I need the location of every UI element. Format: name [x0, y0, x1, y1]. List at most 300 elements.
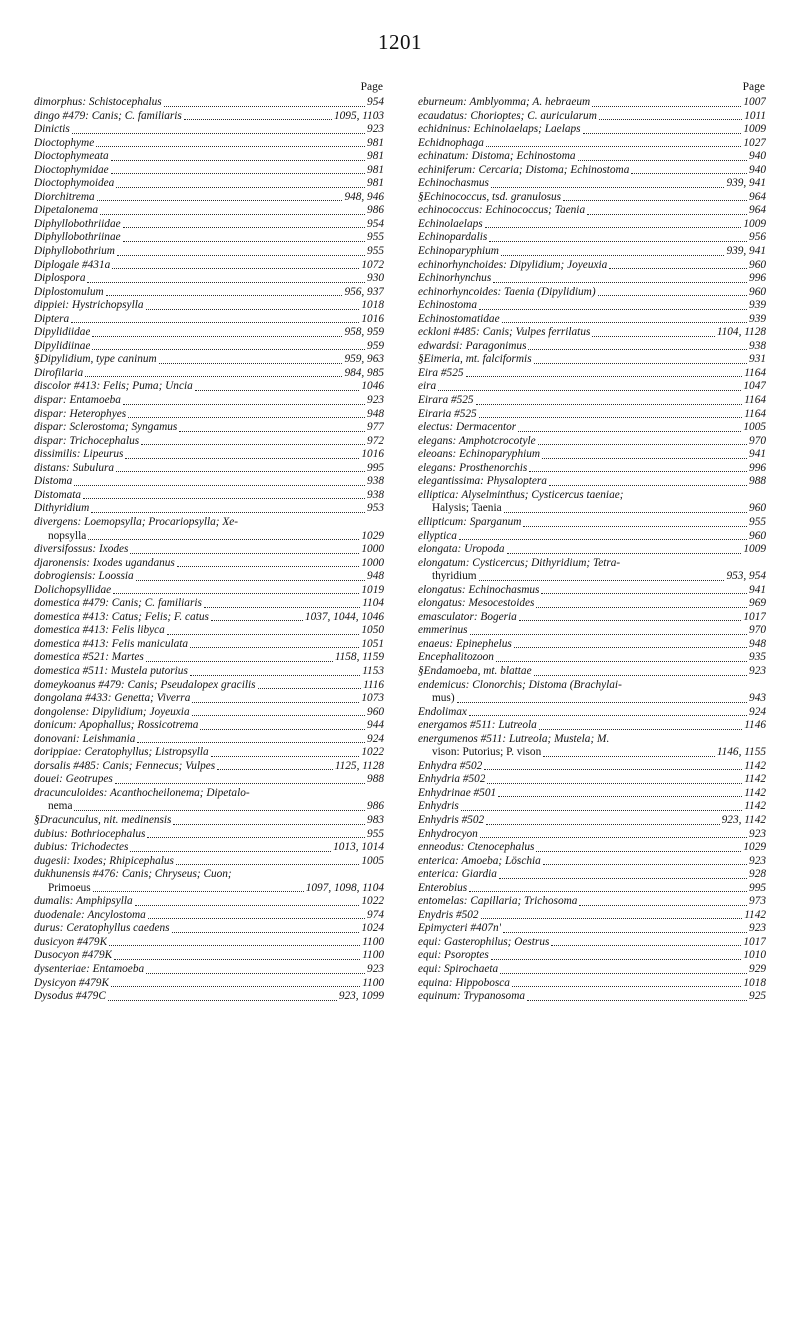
dot-leader: [523, 525, 747, 527]
index-entry-page: 940: [749, 163, 766, 176]
index-entry-page: 1153: [362, 664, 384, 677]
index-entry-page: 995: [749, 881, 766, 894]
index-entry: [418, 828, 766, 842]
index-entry-text: Dioctophymoidea: [34, 177, 115, 190]
dot-leader: [502, 321, 747, 323]
index-entry-page: 1100: [362, 976, 384, 989]
index-entry-text: Enterobius: [418, 881, 468, 894]
index-entry: [34, 773, 384, 787]
index-entry: [34, 340, 384, 354]
index-entry-page: 1104: [362, 597, 384, 610]
index-entry-page: 1072: [361, 258, 384, 271]
index-entry-page: 925: [749, 990, 766, 1003]
index-entry-page: 940: [749, 150, 766, 163]
index-entry-text: Echinorhynchus: [418, 272, 492, 285]
dot-leader: [72, 132, 365, 134]
index-entry: [34, 868, 384, 882]
dot-leader: [190, 674, 360, 676]
index-entry-page: 1018: [361, 299, 384, 312]
index-entry: [418, 340, 766, 354]
index-entry: [34, 990, 384, 1004]
dot-leader: [136, 579, 365, 581]
dot-leader: [479, 416, 743, 418]
index-entry: [34, 936, 384, 950]
index-entry-page: 948: [367, 407, 384, 420]
index-entry: [34, 326, 384, 340]
index-entry-text: douei: Geotrupes: [34, 773, 113, 786]
index-entry: [418, 638, 766, 652]
index-entry: [34, 909, 384, 923]
index-entry-page: 973: [749, 895, 766, 908]
dot-leader: [504, 511, 747, 513]
index-entry-text: dusicyon #479K: [34, 935, 108, 948]
index-entry-text: dongolense: Dipylidium; Joyeuxia: [34, 705, 190, 718]
index-entry: [418, 895, 766, 909]
index-entry: [34, 800, 384, 814]
index-entry: [418, 733, 766, 747]
index-entry: [418, 245, 766, 259]
index-entry: [34, 733, 384, 747]
index-entry-page: 948: [367, 570, 384, 583]
index-entry: [418, 814, 766, 828]
index-entry-text: echinorhyncoides: Taenia (Dipylidium): [418, 285, 596, 298]
index-entry-text: Endolimax: [418, 705, 467, 718]
index-entry: [34, 164, 384, 178]
index-entry: [418, 543, 766, 557]
dot-leader: [184, 118, 332, 120]
dot-leader: [496, 660, 747, 662]
index-entry-text: dispar: Sclerostoma; Syngamus: [34, 421, 178, 434]
index-entry-text: dissimilis: Lipeurus: [34, 448, 124, 461]
index-entry-page: 1016: [361, 448, 384, 461]
index-entry-text: ecaudatus: Chorioptes; C. auricularum: [418, 109, 597, 122]
dot-leader: [563, 199, 747, 201]
index-entry-page: 1095, 1103: [334, 109, 384, 122]
index-entry-text: Diphyllobothrium: [34, 245, 115, 258]
index-entry-page: 969: [749, 597, 766, 610]
index-entry-text: dysenteriae: Entamoeba: [34, 963, 145, 975]
index-entry-page: 981: [367, 177, 384, 190]
index-entry-page: 956: [749, 231, 766, 244]
index-entry-text: echinatum: Distoma; Echinostoma: [418, 150, 576, 163]
index-entry: [418, 977, 766, 991]
index-entry-text: dracunculoides: Acanthocheilonema; Dipetalo-: [34, 786, 250, 799]
index-entry-text: §Echinococcus, tsd. granulosus: [418, 190, 562, 203]
index-entry: [418, 137, 766, 151]
index-entry-text: endemicus: Clonorchis; Distoma (Brachylai-: [418, 678, 622, 691]
index-entry-text: Diorchitrema: [34, 190, 95, 203]
index-entry: [418, 231, 766, 245]
index-entry-text: enterica: Amoeba; Löschia: [418, 854, 541, 867]
index-entry-page: 1050: [361, 624, 384, 637]
dot-leader: [611, 742, 764, 743]
index-entry: [418, 326, 766, 340]
index-entry-page: 1009: [743, 123, 766, 136]
dot-leader: [486, 823, 719, 825]
index-entry-text: elongatus: Echinochasmus: [418, 583, 540, 596]
index-entry-text: Enhydris: [418, 800, 459, 813]
dot-leader: [111, 172, 365, 174]
dot-leader: [539, 728, 742, 730]
index-entry-text: emmerinus: [418, 624, 468, 637]
dot-leader: [500, 972, 747, 974]
index-entry-text: dongolana #433: Genetta; Viverra: [34, 692, 191, 705]
index-entry: [418, 719, 766, 733]
dot-leader: [541, 592, 747, 594]
index-entry-page: 1146: [744, 719, 766, 732]
index-entry-page: 977: [367, 421, 384, 434]
dot-leader: [164, 105, 365, 107]
index-entry: [418, 530, 766, 544]
index-entry: [418, 841, 766, 855]
index-entry-page: 948: [749, 637, 766, 650]
index-entry: [418, 584, 766, 598]
index-entry-page: 1037, 1044, 1046: [304, 610, 384, 623]
dot-leader: [527, 999, 747, 1001]
index-entry: [418, 367, 766, 381]
index-entry: [34, 123, 384, 137]
index-entry-text: Eiraria #525: [418, 407, 477, 420]
dot-leader: [599, 118, 742, 120]
index-entry: [34, 462, 384, 476]
dot-leader: [195, 389, 360, 391]
dot-leader: [507, 552, 742, 554]
index-entry-text: Dysodus #479C: [34, 990, 106, 1003]
index-entry-text: Enhydria #502: [418, 773, 486, 786]
index-entry: [34, 231, 384, 245]
index-entry-text: §Eimeria, mt. falciformis: [418, 353, 532, 366]
index-entry-page: 955: [367, 827, 384, 840]
index-entry-text: elongatus: Mesocestoides: [418, 597, 535, 610]
index-entry-page: 1007: [743, 96, 766, 108]
index-entry: [34, 611, 384, 625]
page-number: 1201: [378, 30, 422, 54]
index-entry-text: dorippiae: Ceratophyllus; Listropsylla: [34, 746, 209, 759]
dot-leader: [536, 606, 747, 608]
index-entry-page: 935: [749, 651, 766, 664]
index-entry: [418, 665, 766, 679]
index-entry-text: Enhydrocyon: [418, 827, 478, 840]
index-entry: [418, 218, 766, 232]
index-entry-page: 930: [367, 272, 384, 285]
index-entry: [418, 272, 766, 286]
index-entry: [418, 394, 766, 408]
index-entry-page: 923: [367, 123, 384, 136]
index-entry-text: domestica #479: Canis; C. familiaris: [34, 597, 202, 610]
index-entry-text: Dipylidiidae: [34, 326, 91, 339]
index-entry-page: 988: [749, 475, 766, 488]
index-entry: [34, 949, 384, 963]
index-entry-text: edwardsi: Paragonimus: [418, 339, 527, 352]
index-entry-text: Dioctophymeata: [34, 150, 109, 163]
dot-leader: [173, 823, 365, 825]
index-entry-page: 959: [367, 339, 384, 352]
index-entry-text: equi: Psoroptes: [418, 949, 489, 962]
index-entry-page: 956, 937: [344, 285, 384, 298]
dot-leader: [543, 863, 747, 865]
dot-leader: [476, 403, 743, 405]
index-entry: [34, 421, 384, 435]
dot-leader: [499, 877, 747, 879]
index-entry: [34, 719, 384, 733]
dot-leader: [87, 281, 365, 283]
index-entry-text: elliptica: Alyselminthus; Cysticercus taeniae;: [418, 488, 624, 501]
left-column-header: Page: [360, 81, 383, 93]
index-entry-page: 984, 985: [344, 366, 384, 379]
index-entry-text: discolor #413: Felis; Puma; Uncia: [34, 380, 193, 393]
index-entry: [418, 570, 766, 584]
dot-leader: [486, 145, 742, 147]
index-entry-page: 1116: [363, 678, 384, 691]
index-entry: [418, 706, 766, 720]
index-entry: [34, 313, 384, 327]
index-entry-page: 970: [749, 624, 766, 637]
index-entry-page: 954: [367, 96, 384, 108]
index-entry-text: dorsalis #485: Canis; Fennecus; Vulpes: [34, 759, 216, 772]
dot-leader: [234, 878, 382, 879]
index-entry: [34, 963, 384, 977]
index-entry: [34, 557, 384, 571]
dot-leader: [466, 375, 743, 377]
index-entry-page: 1100: [362, 949, 384, 962]
dot-leader: [252, 796, 382, 797]
index-entry-text: dumalis: Amphipsylla: [34, 895, 133, 908]
dot-leader: [438, 389, 741, 391]
index-entry: [418, 679, 766, 693]
index-entry-page: 1164: [744, 366, 766, 379]
index-entry-text: equina: Hippobosca: [418, 976, 510, 989]
index-entry-page: 923, 1142: [721, 813, 766, 826]
index-entry: [418, 259, 766, 273]
index-entry: [34, 150, 384, 164]
index-entry: [34, 191, 384, 205]
index-entry-page: 1164: [744, 407, 766, 420]
dot-leader: [135, 904, 360, 906]
index-entry-text: eleoans: Echinoparyphium: [418, 448, 541, 461]
index-entry: [418, 882, 766, 896]
index-entry-text: equinum: Trypanosoma: [418, 990, 526, 1003]
index-entry-text: domestica #511: Mustela putorius: [34, 664, 188, 677]
index-entry-text: Dithyridium: [34, 502, 90, 515]
index-entry-text: Enhydris #502: [418, 813, 485, 826]
index-entry-page: 1005: [743, 421, 766, 434]
dot-leader: [123, 240, 365, 242]
index-entry: [34, 218, 384, 232]
dot-leader: [137, 741, 365, 743]
index-entry: [418, 922, 766, 936]
dot-leader: [114, 958, 360, 960]
index-entry: [418, 760, 766, 774]
dot-leader: [470, 633, 747, 635]
index-entry-page: 995: [367, 461, 384, 474]
index-entry-text: Dusocyon #479K: [34, 949, 113, 962]
index-entry-text: domestica #521: Martes: [34, 651, 144, 664]
dot-leader: [128, 416, 365, 418]
index-entry-text: §Endamoeba, mt. blattae: [418, 664, 532, 677]
index-entry: [34, 922, 384, 936]
right-column-header: Page: [742, 81, 765, 93]
dot-leader: [177, 565, 360, 567]
index-entry-text: §Dracunculus, nit. medinensis: [34, 813, 172, 826]
index-entry: [34, 353, 384, 367]
index-entry: [34, 272, 384, 286]
index-entry: [34, 760, 384, 774]
index-entry-text: Dioctophymidae: [34, 163, 109, 176]
dot-leader: [487, 782, 742, 784]
dot-leader: [130, 552, 359, 554]
index-entry-text: dippiei: Hystrichopsylla: [34, 299, 144, 312]
index-entry: [418, 990, 766, 1004]
index-entry: [418, 435, 766, 449]
index-entry: [34, 367, 384, 381]
index-entry-page: 955: [367, 231, 384, 244]
index-entry: [34, 96, 384, 110]
index-entry: [418, 448, 766, 462]
index-entry-page: 960: [749, 285, 766, 298]
dot-leader: [258, 687, 362, 689]
dot-leader: [146, 308, 360, 310]
index-entry: [418, 204, 766, 218]
dot-leader: [167, 633, 360, 635]
index-entry-text: Epimycteri #407n': [418, 922, 502, 935]
dot-leader: [113, 592, 359, 594]
dot-leader: [97, 199, 343, 201]
index-entry-page: 1029: [361, 529, 384, 542]
index-entry-text: dubius: Bothriocephalus: [34, 827, 146, 840]
index-entry: [418, 651, 766, 665]
index-entry-page: 959, 963: [344, 353, 384, 366]
index-entry: [418, 624, 766, 638]
dot-leader: [528, 348, 747, 350]
index-entry-page: 923: [749, 664, 766, 677]
index-entry: [418, 692, 766, 706]
index-entry-page: 1029: [743, 841, 766, 854]
index-entry: [34, 814, 384, 828]
index-entry-text: Diphyllobothriidae: [34, 217, 121, 230]
index-entry: [418, 408, 766, 422]
dot-leader: [125, 457, 359, 459]
index-entry-page: 939: [749, 312, 766, 325]
index-entry-text: electus: Dermacentor: [418, 421, 517, 434]
index-entry-page: 1047: [743, 380, 766, 393]
index-entry-text: echinorhynchoides: Dipylidium; Joyeuxia: [418, 258, 608, 271]
index-entry-page: 960: [367, 705, 384, 718]
index-entry-text: Halysis; Taenia: [432, 502, 502, 515]
index-entry-page: 924: [749, 705, 766, 718]
index-entry: [418, 123, 766, 137]
index-entry-text: dukhunensis #476: Canis; Chryseus; Cuon;: [34, 868, 232, 881]
dot-leader: [172, 931, 360, 933]
dot-leader: [100, 213, 365, 215]
index-entry-text: Dinictis: [34, 123, 70, 136]
index-entry-text: energumenos #511: Lutreola; Mustela; M.: [418, 732, 610, 745]
dot-leader: [92, 335, 342, 337]
dot-leader: [469, 890, 747, 892]
index-entry: [34, 638, 384, 652]
index-entry-text: Diphyllobothriinae: [34, 231, 121, 244]
index-entry-text: eburneum: Amblyomma; A. hebraeum: [418, 96, 591, 108]
dot-leader: [592, 105, 741, 107]
index-entry: [34, 624, 384, 638]
index-entry-page: 955: [749, 515, 766, 528]
index-entry-page: 1000: [361, 556, 384, 569]
index-entry-text: echidninus: Echinolaelaps; Laelaps: [418, 123, 581, 136]
index-entry-page: 986: [367, 204, 384, 217]
index-entry: [418, 164, 766, 178]
index-entry: [34, 692, 384, 706]
index-entry-page: 1010: [743, 949, 766, 962]
index-entry-text: enneodus: Ctenocephalus: [418, 841, 535, 854]
index-entry-text: Echinostoma: [418, 299, 477, 312]
dot-leader: [512, 985, 741, 987]
index-entry-page: 1017: [743, 610, 766, 623]
dot-leader: [92, 348, 365, 350]
dot-leader: [88, 538, 359, 540]
index-entry: [34, 665, 384, 679]
index-entry-text: Echinopardalis: [418, 231, 488, 244]
index-entry: [418, 96, 766, 110]
dot-leader: [108, 999, 337, 1001]
dot-leader: [489, 240, 747, 242]
index-entry: [34, 110, 384, 124]
dot-leader: [484, 768, 742, 770]
index-entry: [34, 651, 384, 665]
index-entry-page: 1125, 1128: [334, 759, 384, 772]
index-entry: [418, 949, 766, 963]
index-entry: [34, 204, 384, 218]
index-entry-text: Echidnophaga: [418, 136, 484, 149]
index-entry-text: eira: [418, 380, 437, 393]
dot-leader: [479, 579, 725, 581]
index-entry-text: echinococcus: Echinococcus; Taenia: [418, 204, 586, 217]
index-entry-page: 996: [749, 461, 766, 474]
dot-leader: [538, 443, 747, 445]
index-entry-page: 1009: [743, 217, 766, 230]
index-entry: [34, 841, 384, 855]
index-entry-text: thyridium: [432, 570, 477, 583]
index-entry-page: 939: [749, 299, 766, 312]
index-entry: [34, 543, 384, 557]
dot-leader: [111, 985, 360, 987]
index-entry-page: 981: [367, 136, 384, 149]
index-entry-text: eckloni #485: Canis; Vulpes ferrilatus: [418, 326, 591, 339]
dot-leader: [159, 362, 343, 364]
index-entry: [34, 977, 384, 991]
dot-leader: [116, 470, 365, 472]
dot-leader: [491, 958, 742, 960]
dot-leader: [518, 430, 741, 432]
index-entry: [418, 353, 766, 367]
index-entry: [34, 597, 384, 611]
index-entry-page: 941: [749, 583, 766, 596]
index-entry-text: entomelas: Capillaria; Trichosoma: [418, 895, 578, 908]
index-entry: [34, 584, 384, 598]
index-entry-text: donicum: Apophallus; Rossicotrema: [34, 719, 199, 732]
index-entry-page: 981: [367, 163, 384, 176]
index-entry-page: 923: [367, 394, 384, 407]
dot-leader: [211, 619, 303, 621]
index-entry-page: 972: [367, 434, 384, 447]
index-entry-page: 923: [749, 827, 766, 840]
index-entry-page: 1146, 1155: [716, 746, 766, 759]
index-entry-text: dobrogiensis: Loossia: [34, 570, 134, 583]
index-entry-page: 960: [749, 502, 766, 515]
index-entry-page: 923, 1099: [338, 990, 384, 1003]
dot-leader: [96, 145, 365, 147]
index-entry-page: 988: [367, 773, 384, 786]
index-entry: [34, 448, 384, 462]
index-entry-page: 1104, 1128: [716, 326, 766, 339]
